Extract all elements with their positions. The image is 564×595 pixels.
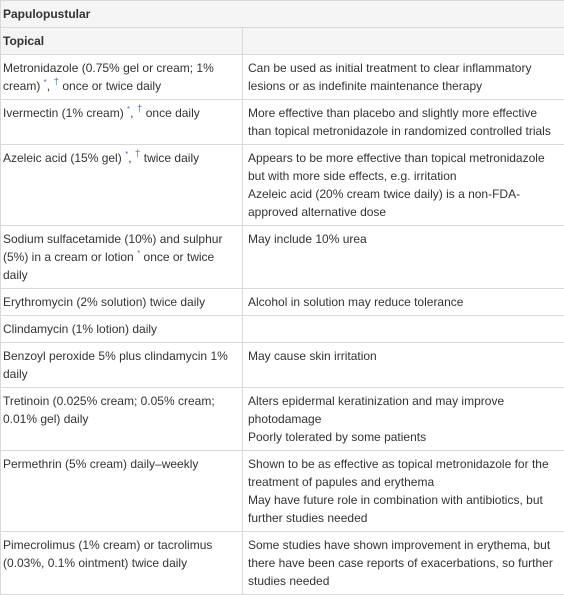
- footnote-mark[interactable]: †: [137, 104, 143, 115]
- notes-cell: [243, 145, 564, 226]
- table-row: [1, 100, 564, 145]
- drug-frequency: once daily: [142, 106, 199, 120]
- drug-frequency: twice daily: [140, 151, 199, 165]
- footnote-mark[interactable]: †: [53, 77, 59, 88]
- note-text: Some studies have shown improvement in erythema, but there have been case reports of exacerbations, so further studies needed: [248, 536, 560, 590]
- notes-cell: [243, 289, 564, 316]
- table-row: [1, 226, 564, 289]
- notes-cell: [243, 100, 564, 145]
- footnote-mark[interactable]: *: [127, 105, 130, 114]
- drug-name: Sodium sulfacetamide (10%) and sulphur (5%) in a cream or lotion: [3, 232, 222, 264]
- drug-name: Metronidazole (0.75% gel or cream; 1% cream): [3, 61, 214, 93]
- drug-name: Pimecrolimus (1% cream) or tacrolimus (0.03%, 0.1% ointment) twice daily: [3, 538, 212, 570]
- table-row: [1, 55, 564, 100]
- footnote-mark[interactable]: *: [44, 78, 47, 87]
- footnote-mark[interactable]: *: [137, 249, 140, 258]
- table-row: [1, 451, 564, 532]
- drug-cell: [1, 451, 243, 532]
- drug-cell: [1, 289, 243, 316]
- drug-frequency: once or twice daily: [59, 79, 161, 93]
- drug-name: Ivermectin (1% cream): [3, 106, 127, 120]
- table-row: [1, 343, 564, 388]
- note-text: Appears to be more effective than topical metronidazole but with more side effects, e.g. irritation: [248, 149, 560, 185]
- drug-cell: [1, 316, 243, 343]
- header-row: [1, 1, 564, 28]
- drug-name: Clindamycin (1% lotion) daily: [3, 322, 157, 336]
- drug-cell: [1, 388, 243, 451]
- drug-name: Tretinoin (0.025% cream; 0.05% cream; 0.01% gel) daily: [3, 394, 215, 426]
- drug-cell: [1, 226, 243, 289]
- table-row: [1, 532, 564, 595]
- note-text: May include 10% urea: [248, 230, 560, 248]
- note-text: May cause skin irritation: [248, 347, 560, 365]
- note-text: Alcohol in solution may reduce tolerance: [248, 293, 560, 311]
- table-row: [1, 145, 564, 226]
- note-text: Shown to be as effective as topical metronidazole for the treatment of papules and erythema: [248, 455, 560, 491]
- drug-cell: [1, 532, 243, 595]
- section-label: Topical: [1, 28, 243, 55]
- note-text: Azeleic acid (20% cream twice daily) is a non-FDA-approved alternative dose: [248, 185, 560, 221]
- footnote-mark[interactable]: *: [125, 150, 128, 159]
- notes-cell: [243, 55, 564, 100]
- notes-cell: [243, 451, 564, 532]
- drug-name: Azeleic acid (15% gel): [3, 151, 125, 165]
- drug-name: Benzoyl peroxide 5% plus clindamycin 1% daily: [3, 349, 228, 381]
- note-text: Poorly tolerated by some patients: [248, 428, 560, 446]
- footnote-mark[interactable]: †: [135, 149, 141, 160]
- notes-cell: [243, 532, 564, 595]
- table-row: [1, 388, 564, 451]
- note-text: Can be used as initial treatment to clear inflammatory lesions or as indefinite maintenance therapy: [248, 59, 560, 95]
- section-row: [1, 28, 564, 55]
- notes-cell: [243, 316, 564, 343]
- drug-frequency: once or twice daily: [3, 250, 214, 282]
- notes-cell: [243, 388, 564, 451]
- drug-cell: Metronidazole (0.75% gel or cream; 1% cream) *, † once or twice daily: [1, 55, 243, 100]
- drug-name: Erythromycin (2% solution) twice daily: [3, 295, 205, 309]
- note-text: More effective than placebo and slightly more effective than topical metronidazole in randomized controlled trials: [248, 104, 560, 140]
- notes-cell: [243, 343, 564, 388]
- table-header: Papulopustular: [1, 1, 564, 28]
- table-row: [1, 316, 564, 343]
- section-empty-cell: [243, 28, 564, 55]
- drug-cell: Azeleic acid (15% gel) *, † twice daily: [1, 145, 243, 226]
- note-text: May have future role in combination with antibiotics, but further studies needed: [248, 491, 560, 527]
- notes-cell: [243, 226, 564, 289]
- table-row: [1, 289, 564, 316]
- note-text: Alters epidermal keratinization and may improve photodamage: [248, 392, 560, 428]
- drug-name: Permethrin (5% cream) daily–weekly: [3, 457, 198, 471]
- drug-cell: Ivermectin (1% cream) *, † once daily: [1, 100, 243, 145]
- drug-cell: [1, 343, 243, 388]
